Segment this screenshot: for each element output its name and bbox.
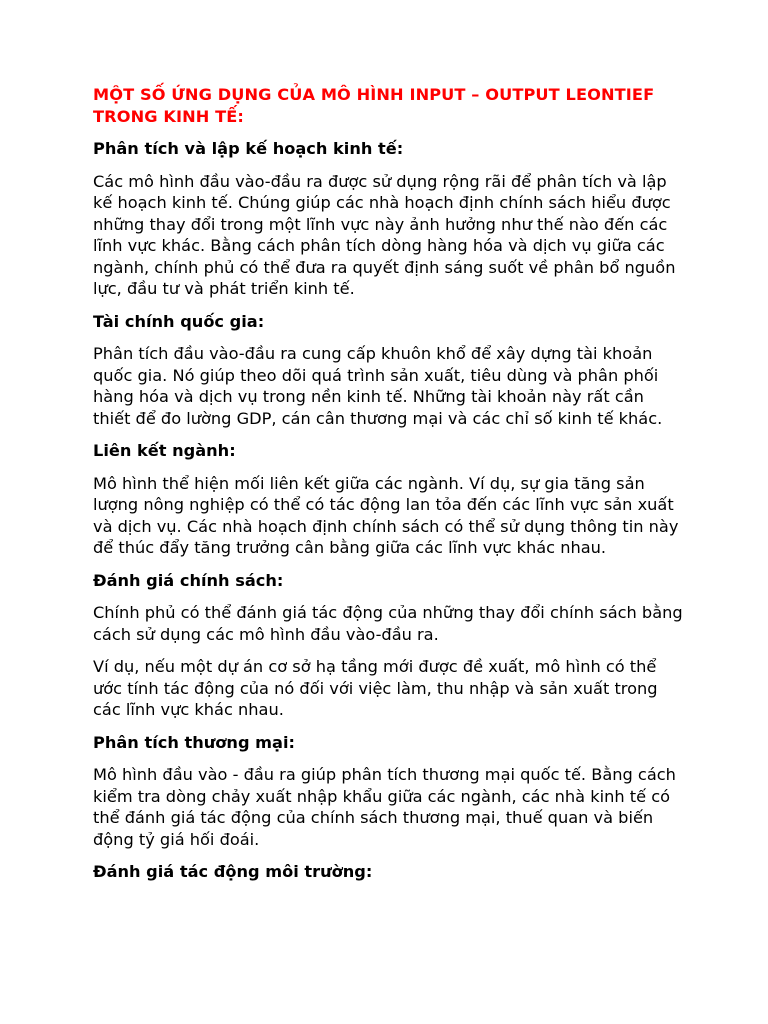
document-page [93,84,683,894]
section-trade-analysis [93,732,683,851]
section-heading: Phân tích thương mại: [93,732,295,752]
section-heading: Đánh giá tác động môi trường: [93,862,373,881]
section-environmental-impact [93,861,683,883]
section-heading: Phân tích và lập kế hoạch kinh tế: [93,139,404,158]
section-heading: Đánh giá chính sách: [93,570,284,590]
section-paragraph: Mô hình thể hiện mối liên kết giữa các ngành. Ví dụ, sự gia tăng sản lượng nông nghiệp có thể có tác động lan tỏa đến các lĩnh vực sản xuất và dịch vụ. Các nhà hoạch định chính sách có thể sử dụng thông tin này để thúc đẩy tăng trưởng cân bằng giữa các lĩnh vực khác nhau. [93,473,679,557]
section-economic-planning [93,138,683,300]
section-paragraph: Mô hình đầu vào - đầu ra giúp phân tích thương mại quốc tế. Bằng cách kiểm tra dòng chảy xuất nhập khẩu giữa các ngành, các nhà kinh tế có thể đánh giá tác động của chính sách thương mại, thuế quan và biến động tỷ giá hối đoái. [93,765,676,849]
section-industry-linkages [93,440,683,559]
section-paragraph: Phân tích đầu vào-đầu ra cung cấp khuôn khổ để xây dựng tài khoản quốc gia. Nó giúp theo dõi quá trình sản xuất, tiêu dùng và phân phối hàng hóa và dịch vụ trong nền kinh tế. Những tài khoản này rất cần thiết để đo lường GDP, cán cân thương mại và các chỉ số kinh tế khác. [93,344,663,428]
document-title: MỘT SỐ ỨNG DỤNG CỦA MÔ HÌNH INPUT – OUTPUT LEONTIEF TRONG KINH TẾ: [93,85,655,126]
section-heading: Liên kết ngành: [93,441,236,460]
section-paragraph: Ví dụ, nếu một dự án cơ sở hạ tầng mới được đề xuất, mô hình có thể ước tính tác động của nó đối với việc làm, thu nhập và sản xuất trong các lĩnh vực khác nhau. [93,657,658,719]
section-paragraph: Các mô hình đầu vào-đầu ra được sử dụng rộng rãi để phân tích và lập kế hoạch kinh tế. Chúng giúp các nhà hoạch định chính sách hiểu được những thay đổi trong một lĩnh vực này ảnh hưởng như thế nào đến các lĩnh vực khác. Bằng cách phân tích dòng hàng hóa và dịch vụ giữa các ngành, chính phủ có thể đưa ra quyết định sáng suốt về phân bổ nguồn lực, đầu tư và phát triển kinh tế. [93,171,676,298]
section-heading: Tài chính quốc gia: [93,311,265,331]
section-paragraph: Chính phủ có thể đánh giá tác động của những thay đổi chính sách bằng cách sử dụng các mô hình đầu vào-đầu ra. [93,603,683,644]
section-national-accounts [93,311,683,430]
section-policy-evaluation [93,570,683,721]
